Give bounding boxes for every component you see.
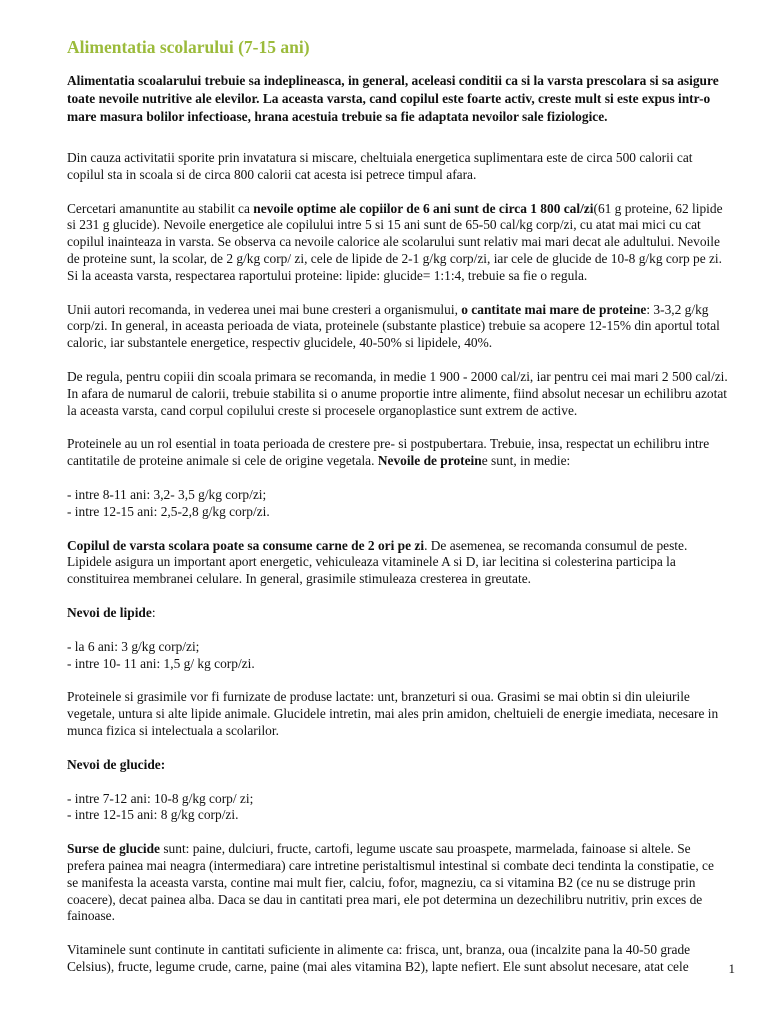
text-span: Proteinele au un rol esential in toata perioada de crestere pre- si postpubertara. Trebuie, insa, respectat un echilibru intre cantitatile de proteine animale si cele de origine vegetala.	[67, 436, 710, 469]
bold-span: Nevoile de protein	[377, 453, 482, 469]
paragraph-meat	[67, 538, 728, 588]
bold-span: Surse de glucide	[67, 841, 160, 857]
text-span: . De asemenea, se recomanda consumul de peste. Lipidele asigura un important aport energetic, vehiculeaza vitaminele A si D, iar lecitina si colesterina participa la constituirea membranei celulare. In general, grasimile stimuleaza cresterea in greutate.	[67, 537, 688, 587]
bold-span: Nevoi de glucide:	[67, 756, 166, 772]
text-span: : 3-3,2 g/kg corp/zi. In general, in aceasta perioada de viata, proteinele (substante plastice) trebuie sa acopere 12-15% din aportul total caloric, iar substantele energetice, respectiv glucidele, 40-50% si lipidele, 40%.	[67, 301, 720, 351]
bold-span: nevoile optime ale copiilor de 6 ani sunt de circa 1 800 cal/zi	[253, 200, 594, 216]
lipid-needs-list	[67, 639, 728, 673]
text-span: sunt: paine, dulciuri, fructe, cartofi, legume uscate sau proaspete, marmelada, fainoase si altele. Se prefera painea mai neagra (intermediara) care intretine peristaltismul intestinal si combate deci tendinta la constipatie, ce se manifesta la aceasta varsta, contine mai mult fier, calciu, fofor, magneziu, ca si vitamina B2 (ce nu se distruge prin coacere), decat painea alba. Daca se dau in cantitati prea mari, ele pot determina un dezechilibru nutritiv, prin exces de fainoase.	[67, 841, 714, 924]
document-title: Alimentatia scolarului (7-15 ani)	[67, 37, 310, 57]
glucid-heading	[67, 757, 728, 774]
list-item: - la 6 ani: 3 g/kg corp/zi;	[67, 638, 200, 654]
text-span: Cercetari amanuntite au stabilit ca	[67, 200, 254, 216]
lipid-heading	[67, 605, 728, 622]
page-number: 1	[728, 961, 735, 976]
glucid-needs-list	[67, 791, 728, 825]
paragraph-energy: Din cauza activitatii sporite prin invatatura si miscare, cheltuiala energetica suplimentara este de circa 500 calorii cat copilul sta in scoala si de circa 800 calorii cat acesta isi petrece timpul afara.	[67, 150, 693, 182]
paragraph-calories: De regula, pentru copiii din scoala primara se recomanda, in medie 1 900 - 2000 cal/zi, iar pentru cei mai mari 2 500 cal/zi. In afara de numarul de calorii, trebuie stabilita si o anume proportie intre alimente, fiind absolut necesar un echilibru azotat la aceasta varsta, cand corpul copilului creste si procesele organoplastice sunt extrem de active.	[67, 368, 728, 418]
bold-span: Copilul de varsta scolara poate sa consume carne de 2 ori pe zi	[67, 537, 425, 553]
list-item: - intre 12-15 ani: 2,5-2,8 g/kg corp/zi.	[67, 503, 270, 519]
text-span: :	[151, 604, 156, 620]
intro-paragraph: Alimentatia scoalarului trebuie sa indeplineasca, in general, aceleasi conditii ca si la varsta prescolara si sa asigure toate nevoile nutritive ale elevilor. La aceasta varsta, cand copilul este foarte activ, creste mult si este expus intr-o mare masura bolilor infectioase, hrana acestuia trebuie sa fie adaptata nevoilor sale fiziologice.	[67, 73, 719, 124]
text-span: Unii autori recomanda, in vederea unei mai bune cresteri a organismului,	[67, 301, 462, 317]
text-span: (61 g proteine, 62 lipide si 231 g glucide). Nevoile energetice ale copilului intre 5 si 15 ani sunt de 65-50 cal/kg corp/zi, cu atat mai mici cu cat copilul inainteaza in varsta. Se observa ca nevoile calorice ale scolarului sunt relativ mai mari decat ale adultului. Nevoile de proteine sunt, la scolar, de 2 g/kg corp/ zi, cele de lipide de 2-1 g/kg corp/zi, iar cele de glucide de 10-8 g/kg corp pe zi. Si la aceasta varsta, respectarea raportului proteine: lipide: glucide= 1:1:4, trebuie sa fie o regula.	[67, 200, 723, 283]
bold-span: Nevoi de lipide	[67, 604, 152, 620]
paragraph-needs	[67, 201, 728, 285]
list-item: - intre 10- 11 ani: 1,5 g/ kg corp/zi.	[67, 655, 255, 671]
paragraph-protein-recommendation	[67, 302, 728, 352]
paragraph-proteins	[67, 436, 728, 470]
protein-needs-list	[67, 487, 728, 521]
paragraph-glucid-sources	[67, 841, 728, 925]
bold-span: o cantitate mai mare de proteine	[461, 301, 647, 317]
text-span: e sunt, in medie:	[481, 453, 571, 469]
paragraph-vitamins: Vitaminele sunt continute in cantitati suficiente in alimente ca: frisca, unt, branza, oua (incalzite pana la 40-50 grade Celsius), fructe, legume crude, carne, paine (mai ales vitamina B2), lapte nefiert. Ele sunt absolut necesare, atat cele	[67, 942, 691, 974]
list-item: - intre 7-12 ani: 10-8 g/kg corp/ zi;	[67, 790, 254, 806]
paragraph-sources-fats: Proteinele si grasimile vor fi furnizate de produse lactate: unt, branzeturi si oua. Grasimi se mai obtin si din uleiurile vegetale, untura si alte lipide animale. Glucidele intretin, mai ales prin amidon, cheltuieli de energie imediata, necesare in munca fizica si intelectuala a scolarilor.	[67, 689, 719, 738]
list-item: - intre 12-15 ani: 8 g/kg corp/zi.	[67, 807, 239, 823]
list-item: - intre 8-11 ani: 3,2- 3,5 g/kg corp/zi;	[67, 486, 267, 502]
